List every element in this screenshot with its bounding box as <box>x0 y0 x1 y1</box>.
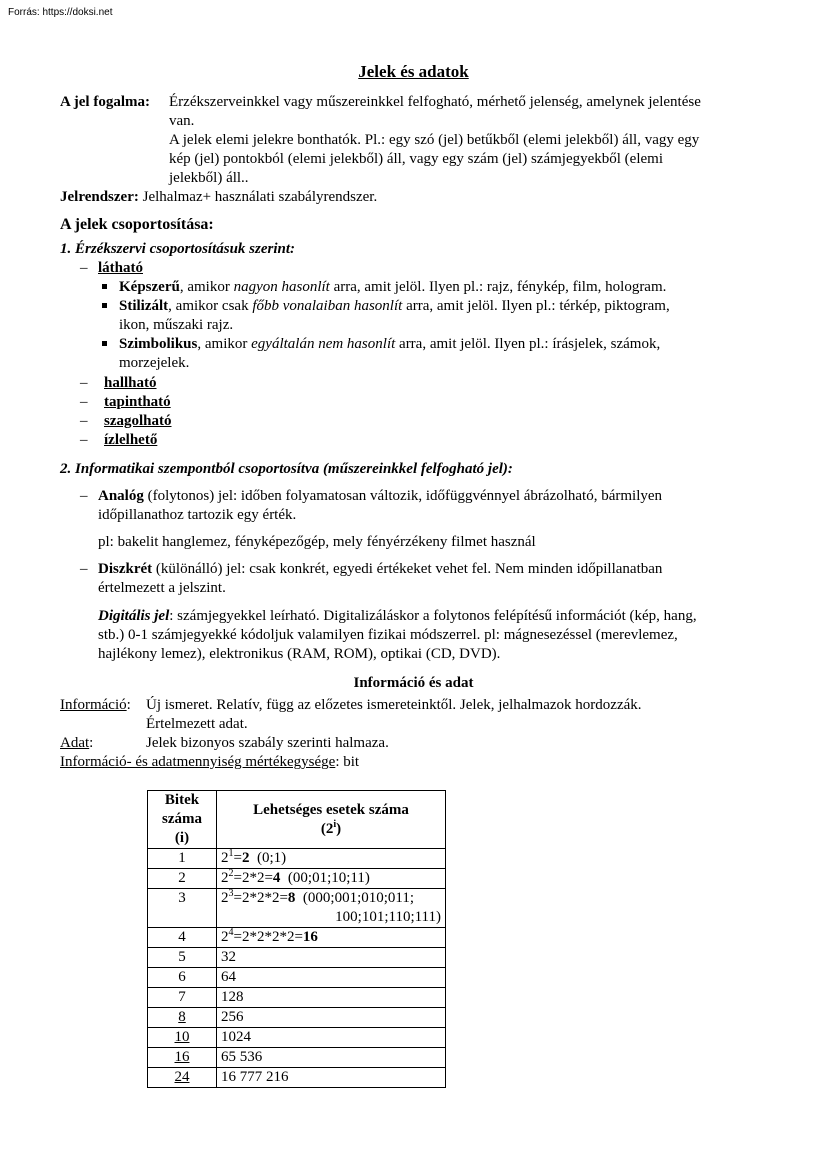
kepszeru-b: arra, amit jelöl. Ilyen pl.: rajz, fénykép, film, hologram. <box>329 279 667 295</box>
row-bits: 4 <box>148 928 217 948</box>
row-cases: 32 <box>217 948 446 968</box>
header-bits-l3: (i) <box>174 830 190 846</box>
unit-value: : bit <box>335 754 360 770</box>
bits-table <box>147 790 446 1088</box>
dash-icon: – <box>80 413 88 429</box>
sense-izlelheto: ízlelhető <box>104 432 158 448</box>
row-sup: 2 <box>228 868 234 879</box>
row-bits: 1 <box>148 849 217 869</box>
analog-text: (folytonos) jel: időben folyamatosan változik, időfüggvénnyel ábrázolható, bármilyen <box>143 488 663 504</box>
table-header-row <box>148 791 446 849</box>
row-bits: 8 <box>148 1008 217 1028</box>
header-cases <box>217 791 446 849</box>
dash-icon: – <box>80 375 88 391</box>
szimbolikus-term: Szimbolikus <box>119 336 198 352</box>
table-row <box>148 1048 446 1068</box>
row-cases <box>217 928 446 948</box>
bullet-icon <box>102 284 107 289</box>
row-cases: 16 777 216 <box>217 1068 446 1088</box>
row-expr: = <box>233 850 242 866</box>
dash-icon: – <box>80 561 88 577</box>
kepszeru-term: Képszerű <box>119 279 180 295</box>
row-base: 2 <box>221 850 229 866</box>
info-colon: : <box>126 697 131 713</box>
row-cases: 256 <box>217 1008 446 1028</box>
header-sup: i <box>333 818 337 830</box>
header-base: (2 <box>320 820 334 837</box>
row-bits: 6 <box>148 968 217 988</box>
definition-line-5: jelekből) áll.. <box>169 170 249 186</box>
row-sup: 4 <box>228 927 234 938</box>
row-result: 16 <box>302 929 318 945</box>
jelrendszer-text: Jelhalmaz+ használati szabályrendszer. <box>138 189 378 205</box>
adat-label: Adat <box>60 735 90 751</box>
stilizalt-a: , amikor csak <box>168 298 253 314</box>
digitalis-line-1 <box>98 607 697 626</box>
kepszeru-emph: nagyon hasonlít <box>233 279 330 295</box>
row-cases <box>217 849 446 869</box>
definition-line-2: van. <box>169 113 195 129</box>
row-rest: (000;001;010;011; <box>295 890 415 906</box>
page-title: Jelek és adatok <box>358 62 469 81</box>
table-row <box>148 948 446 968</box>
row-expr: =2*2*2= <box>233 890 288 906</box>
diszkret-cont: értelmezett a jelszint. <box>98 580 226 596</box>
digitalis-line-2: stb.) 0-1 számjegyekké kódoljuk valamilyen fizikai módszerrel. pl: mágnesezéssel (merevlemez, <box>98 627 678 643</box>
section1-heading: 1. Érzékszervi csoportosításuk szerint: <box>60 241 296 257</box>
szimbolikus-a: , amikor <box>197 336 252 352</box>
row-sup: 3 <box>228 888 234 899</box>
sense-szagolhato: szagolható <box>104 413 172 429</box>
info-line-1: Új ismeret. Relatív, függ az előzetes ismereteinktől. Jelek, jelhalmazok hordozzák. <box>146 697 642 713</box>
szimbolikus-emph: egyáltalán nem hasonlít <box>251 336 396 352</box>
row-sup: 1 <box>228 848 234 859</box>
info-label-line <box>60 696 131 715</box>
table-row <box>148 889 446 928</box>
row-rest: (00;01;10;11) <box>280 870 370 886</box>
row-cases <box>217 889 446 928</box>
table-row <box>148 928 446 948</box>
row-expr: =2*2= <box>233 870 273 886</box>
header-end: ) <box>336 820 342 837</box>
row-base: 2 <box>221 929 229 945</box>
analog-cont: időpillanathoz tartozik egy érték. <box>98 507 297 523</box>
diszkret-line <box>98 560 662 579</box>
info-heading: Információ és adat <box>353 675 474 691</box>
row-base: 2 <box>221 870 229 886</box>
lathato-label: látható <box>98 260 143 276</box>
digitalis-term: Digitális jel <box>98 608 170 624</box>
row-bits: 5 <box>148 948 217 968</box>
table-row <box>148 869 446 889</box>
definition-line-4: kép (jel) pontokból (elemi jelekből) áll, vagy egy szám (jel) számjegyekből (elemi <box>169 151 663 167</box>
row-cases: 128 <box>217 988 446 1008</box>
jelrendszer-line <box>60 188 377 207</box>
kepszeru-line <box>119 278 666 297</box>
row-bits: 3 <box>148 889 217 928</box>
definition-line-1: Érzékszerveinkkel vagy műszereinkkel felfogható, mérhető jelenség, amelynek jelentése <box>169 94 701 110</box>
table-row <box>148 988 446 1008</box>
info-label: Információ <box>60 697 127 713</box>
stilizalt-emph: főbb vonalaiban hasonlít <box>252 298 403 314</box>
dash-icon: – <box>80 394 88 410</box>
stilizalt-line <box>119 297 670 316</box>
analog-line <box>98 487 662 506</box>
dash-icon: – <box>80 432 88 448</box>
header-bits-l2: száma <box>162 811 202 827</box>
sense-hallhato: hallható <box>104 375 157 391</box>
row-cases: 65 536 <box>217 1048 446 1068</box>
adat-label-line <box>60 734 93 753</box>
szimbolikus-line <box>119 335 660 354</box>
bullet-icon <box>102 341 107 346</box>
row-bits: 2 <box>148 869 217 889</box>
header-cases-l1: Lehetséges esetek száma <box>253 801 409 818</box>
diszkret-text: (különálló) jel: csak konkrét, egyedi értékeket vehet fel. Nem minden időpillanatban <box>152 561 663 577</box>
row-base: 2 <box>221 890 229 906</box>
unit-line <box>60 753 359 772</box>
szimbolikus-b: arra, amit jelöl. Ilyen pl.: írásjelek, számok, <box>395 336 661 352</box>
stilizalt-b: arra, amit jelöl. Ilyen pl.: térkép, piktogram, <box>402 298 670 314</box>
table-row <box>148 1068 446 1088</box>
grouping-heading: A jelek csoportosítása: <box>60 216 214 233</box>
kepszeru-a: , amikor <box>179 279 234 295</box>
row-result: 8 <box>287 890 296 906</box>
section2-heading: 2. Informatikai szempontból csoportosítva (műszereinkkel felfogható jel): <box>60 461 513 477</box>
row-cases: 64 <box>217 968 446 988</box>
row-expr: =2*2*2*2= <box>233 929 303 945</box>
row-rest-cont: 100;101;110;111) <box>335 909 441 925</box>
table-row <box>148 1008 446 1028</box>
source-label: Forrás: https://doksi.net <box>8 7 113 18</box>
header-bits-l1: Bitek <box>164 792 200 808</box>
digitalis-text: : számjegyekkel leírható. Digitalizáláskor a folytonos felépítésű információt (kép, hang, <box>169 608 697 624</box>
row-cases <box>217 869 446 889</box>
szimbolikus-cont: morzejelek. <box>119 355 190 371</box>
stilizalt-term: Stilizált <box>119 298 169 314</box>
table-row <box>148 1028 446 1048</box>
bullet-icon <box>102 303 107 308</box>
adat-text: Jelek bizonyos szabály szerinti halmaza. <box>146 735 389 751</box>
unit-label: Információ- és adatmennyiség mértékegysége <box>60 754 336 770</box>
analog-example: pl: bakelit hanglemez, fényképezőgép, mely fényérzékeny filmet használ <box>98 534 536 550</box>
sense-tapinthato: tapintható <box>104 394 171 410</box>
definition-label: A jel fogalma: <box>60 94 150 110</box>
row-result: 4 <box>272 870 281 886</box>
digitalis-line-3: hajlékony lemez), elektronikus (RAM, ROM), optikai (CD, DVD). <box>98 646 501 662</box>
dash-icon: – <box>80 260 88 276</box>
row-rest: (0;1) <box>249 850 287 866</box>
dash-icon: – <box>80 488 88 504</box>
info-line-2: Értelmezett adat. <box>146 716 248 732</box>
table-row <box>148 849 446 869</box>
adat-colon: : <box>89 735 94 751</box>
row-cases: 1024 <box>217 1028 446 1048</box>
jelrendszer-label: Jelrendszer: <box>60 189 139 205</box>
row-bits: 24 <box>148 1068 217 1088</box>
row-result: 2 <box>241 850 250 866</box>
analog-term: Analóg <box>98 488 144 504</box>
row-bits: 16 <box>148 1048 217 1068</box>
header-bits <box>148 791 217 849</box>
table-row <box>148 968 446 988</box>
row-bits: 10 <box>148 1028 217 1048</box>
diszkret-term: Diszkrét <box>98 561 153 577</box>
header-cases-l2 <box>221 820 441 839</box>
row-bits: 7 <box>148 988 217 1008</box>
stilizalt-cont: ikon, műszaki rajz. <box>119 317 234 333</box>
definition-line-3: A jelek elemi jelekre bonthatók. Pl.: egy szó (jel) betűkből (elemi jelekből) áll, vagy egy <box>169 132 700 148</box>
